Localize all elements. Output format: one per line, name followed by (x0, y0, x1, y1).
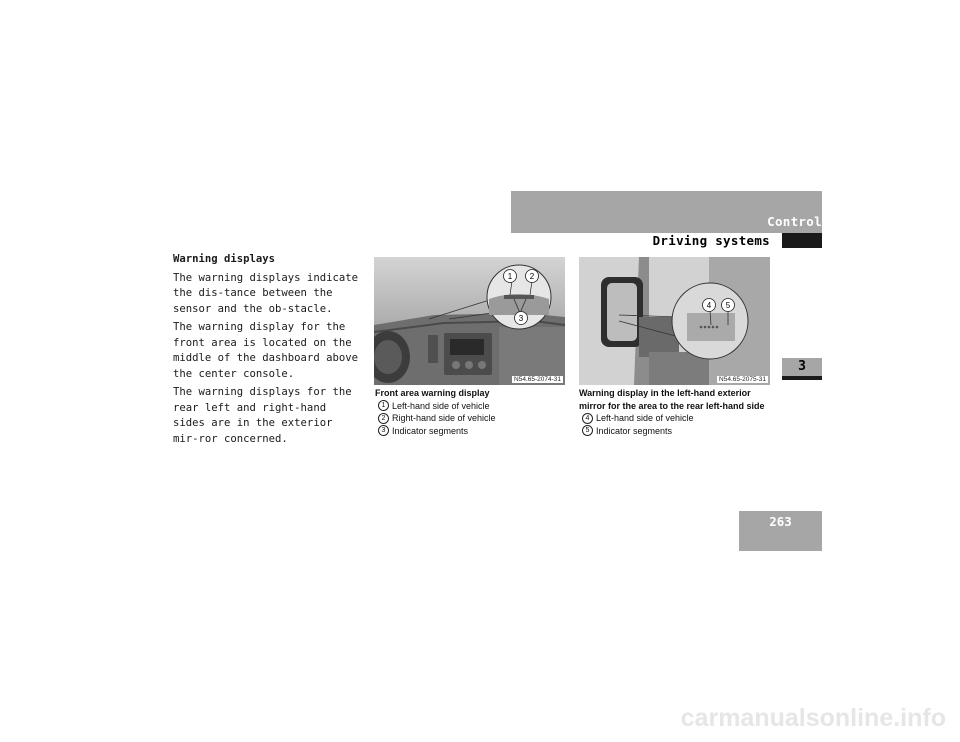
callout-1 (504, 270, 517, 283)
figure2-title-line1: Warning display in the left-hand exterior (579, 388, 751, 398)
section-title: Controls in detail (767, 214, 908, 229)
paragraph-1: The warning displays indicate the dis-tance between the sensor and the ob-stacle. (173, 271, 358, 315)
dashboard-photo (374, 257, 565, 385)
header-marker (782, 233, 822, 248)
legend-item (582, 425, 779, 438)
legend-number: 2 (378, 413, 389, 424)
figure1-title: Front area warning display (375, 388, 490, 398)
body-text (173, 252, 363, 450)
section-heading: Warning displays (173, 253, 276, 265)
mirror-illustration (579, 257, 770, 385)
chapter-tab-underline (782, 376, 822, 380)
legend-number: 1 (378, 400, 389, 411)
chapter-number: 3 (798, 359, 806, 374)
legend-number: 4 (582, 413, 593, 424)
paragraph-3: The warning displays for the rear left and right-hand sides are in the exterior mir-ror concerned. (173, 386, 352, 445)
page-number: 263 (769, 514, 792, 529)
legend-text: Indicator segments (596, 425, 673, 436)
legend-item (582, 412, 779, 425)
svg-text:4: 4 (706, 301, 712, 310)
legend-item (378, 412, 565, 425)
callout-5 (722, 299, 735, 312)
svg-text:5: 5 (725, 301, 731, 310)
legend-text: Right-hand side of vehicle (392, 413, 496, 423)
figure2-caption (579, 387, 779, 437)
watermark: carmanualsonline.info (680, 704, 946, 732)
dashboard-illustration (374, 257, 565, 385)
svg-text:1: 1 (507, 272, 513, 281)
legend-text: Left-hand side of vehicle (392, 400, 490, 411)
callout-3 (515, 312, 528, 325)
legend-item (378, 400, 565, 413)
legend-number: 3 (378, 425, 389, 436)
figure2-title-line2: mirror for the area to the rear left-hand side (579, 400, 765, 411)
legend-number: 5 (582, 425, 593, 436)
subsection-title: Driving systems (652, 233, 770, 248)
figure-reference: N54.65-2075-31 (719, 376, 766, 383)
callout-2 (526, 270, 539, 283)
legend-item (378, 425, 565, 438)
figure-reference: N54.65-2074-31 (514, 376, 561, 383)
mirror-photo (579, 257, 770, 385)
legend-text: Indicator segments (392, 425, 469, 436)
paragraph-2: The warning display for the front area is located on the middle of the dashboard above the center console. (173, 321, 358, 380)
svg-text:3: 3 (518, 314, 524, 323)
legend-text: Left-hand side of vehicle (596, 413, 694, 423)
svg-text:2: 2 (529, 272, 535, 281)
figure1-caption (375, 387, 565, 437)
callout-4 (703, 299, 716, 312)
